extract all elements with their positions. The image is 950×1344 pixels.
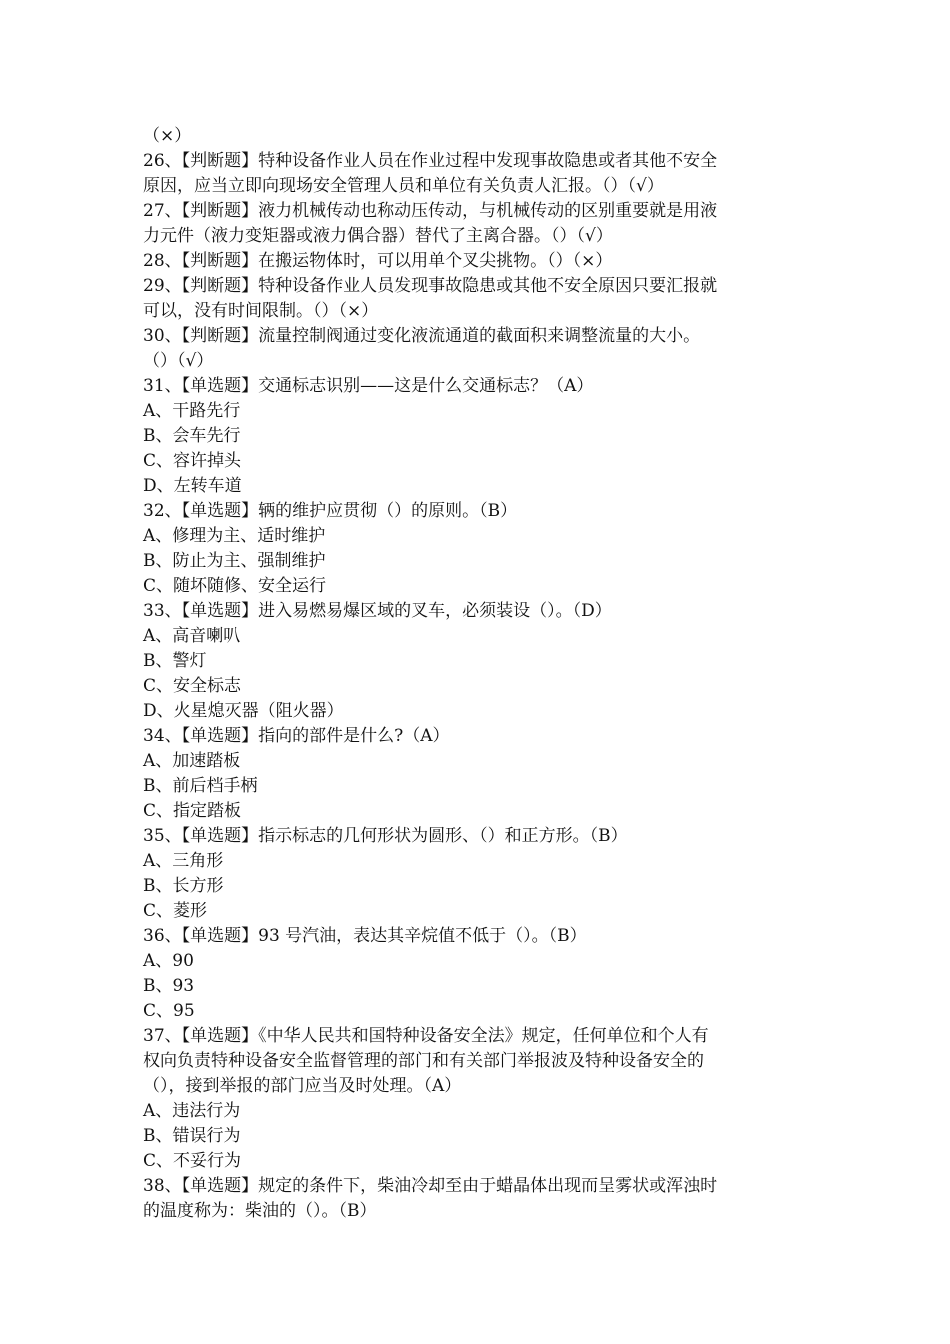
option-line: C、容许掉头 <box>143 451 242 471</box>
question-26-line-2: 原因，应当立即向现场安全管理人员和单位有关负责人汇报。（）（√） <box>143 176 664 196</box>
document-page <box>143 124 815 1224</box>
option-line: A、违法行为 <box>143 1101 241 1121</box>
option-line: C、95 <box>143 1001 195 1021</box>
question-37-line-2: 权向负责特种设备安全监督管理的部门和有关部门举报波及特种设备安全的 <box>143 1051 704 1071</box>
question-30-line-1: 30、【判断题】流量控制阀通过变化液流通道的截面积来调整流量的大小。 <box>143 326 701 346</box>
question-37-line-1: 37、【单选题】《中华人民共和国特种设备安全法》规定，任何单位和个人有 <box>143 1026 709 1046</box>
option-line: A、加速踏板 <box>143 751 241 771</box>
question-27-line-1: 27、【判断题】液力机械传动也称动压传动，与机械传动的区别重要就是用液 <box>143 201 718 221</box>
option-line: B、错误行为 <box>143 1126 241 1146</box>
question-37-line-3: （），接到举报的部门应当及时处理。（A） <box>143 1076 462 1096</box>
option-line: C、安全标志 <box>143 676 242 696</box>
option-line: A、三角形 <box>143 851 224 871</box>
question-31-line-1: 31、【单选题】交通标志识别——这是什么交通标志？（A） <box>143 376 594 396</box>
option-line: B、警灯 <box>143 651 207 671</box>
option-line: C、随坏随修、安全运行 <box>143 576 327 596</box>
question-38-line-2: 的温度称为：柴油的（）。（B） <box>143 1201 377 1221</box>
question-36-line-1: 36、【单选题】93 号汽油，表达其辛烷值不低于（）。（B） <box>143 926 587 946</box>
option-line: C、指定踏板 <box>143 801 242 821</box>
option-line: D、火星熄灭器（阻火器） <box>143 701 344 721</box>
option-line: A、高音喇叭 <box>143 626 241 646</box>
option-line: B、前后档手柄 <box>143 776 258 796</box>
question-30-line-2: （）（√） <box>143 351 214 371</box>
option-line: B、防止为主、强制维护 <box>143 551 326 571</box>
text-line: （×） <box>143 126 192 146</box>
option-line: A、90 <box>143 951 194 971</box>
question-34-line-1: 34、【单选题】指向的部件是什么?（A） <box>143 726 450 746</box>
question-32-line-1: 32、【单选题】辆的维护应贯彻（）的原则。（B） <box>143 501 518 521</box>
question-29-line-1: 29、【判断题】特种设备作业人员发现事故隐患或其他不安全原因只要汇报就 <box>143 276 718 296</box>
question-29-line-2: 可以，没有时间限制。（）（×） <box>143 301 379 321</box>
question-26-line-1: 26、【判断题】特种设备作业人员在作业过程中发现事故隐患或者其他不安全 <box>143 151 718 171</box>
question-33-line-1: 33、【单选题】进入易燃易爆区域的叉车，必须装设（）。（D） <box>143 601 612 621</box>
option-line: C、不妥行为 <box>143 1151 242 1171</box>
question-28-line-1: 28、【判断题】在搬运物体时，可以用单个叉尖挑物。（）（×） <box>143 251 613 271</box>
question-35-line-1: 35、【单选题】指示标志的几何形状为圆形、（）和正方形。（B） <box>143 826 628 846</box>
question-38-line-1: 38、【单选题】规定的条件下，柴油冷却至由于蜡晶体出现而呈雾状或浑浊时 <box>143 1176 718 1196</box>
question-27-line-2: 力元件（液力变矩器或液力偶合器）替代了主离合器。（）（√） <box>143 226 613 246</box>
option-line: B、长方形 <box>143 876 224 896</box>
option-line: C、菱形 <box>143 901 208 921</box>
option-line: B、93 <box>143 976 195 996</box>
option-line: A、干路先行 <box>143 401 241 421</box>
option-line: D、左转车道 <box>143 476 242 496</box>
option-line: A、修理为主、适时维护 <box>143 526 326 546</box>
option-line: B、会车先行 <box>143 426 241 446</box>
